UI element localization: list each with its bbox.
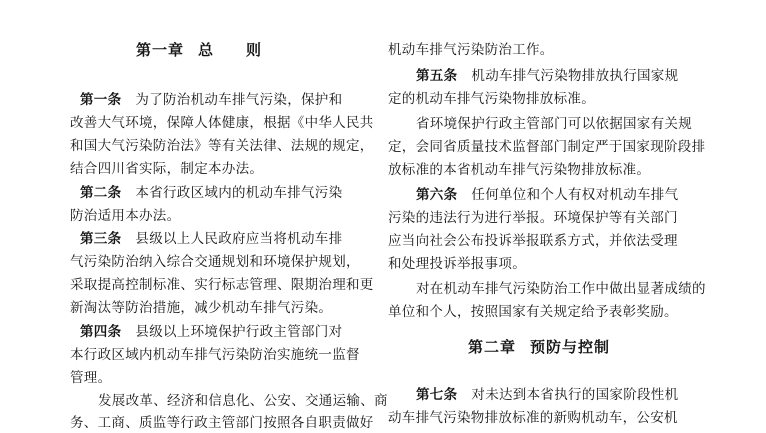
article-6-line-1: 第六条 任何单位和个人有权对机动车排气 <box>416 187 679 203</box>
article-5-para-2-line-2: 定，会同省质量技术监督部门制定严于国家现阶段排 <box>388 139 706 155</box>
chapter-1-heading <box>136 40 262 60</box>
article-2-line-1: 第二条 本省行政区域内的机动车排气污染 <box>80 185 343 201</box>
article-5-para-2-line-1: 省环境保护行政主管部门可以依据国家有关规 <box>416 116 692 132</box>
article-5-line-2: 定的机动车排气污染物排放标准。 <box>388 91 595 107</box>
chapter-1-name: 总 则 <box>198 41 263 59</box>
article-1-line-3: 和国大气污染防治法》等有关法律、法规的规定， <box>70 138 374 154</box>
chapter-2-name: 预防与控制 <box>530 338 611 356</box>
article-6-label: 第六条 <box>416 187 458 203</box>
article-5-label: 第五条 <box>416 68 458 84</box>
article-1-line-2: 改善大气环境，保障人体健康，根据《中华人民共 <box>70 115 374 131</box>
article-1-line-4: 结合四川省实际，制定本办法。 <box>70 161 264 177</box>
article-6-para-2-line-1: 对在机动车排气污染防治工作中做出显著成绩的 <box>416 281 706 297</box>
chapter-2-number: 第二章 <box>468 338 517 356</box>
article-4-para-2-line-2: 务、工商、质监等行政主管部门按照各自职责做好 <box>70 415 374 431</box>
article-3-line-1: 第三条 县级以上人民政府应当将机动车排 <box>80 231 343 247</box>
article-7-line-2: 动车排气污染物排放标准的新购机动车，公安机 <box>388 410 678 426</box>
chapter-2-heading <box>468 337 610 357</box>
article-6-line-4: 和处理投诉举报事项。 <box>388 256 526 272</box>
article-3-line-4: 新淘汰等防治措施，减少机动车排气污染。 <box>70 300 333 316</box>
article-6-line-3: 应当向社会公布投诉举报联系方式，并依法受理 <box>388 233 678 249</box>
article-4-label: 第四条 <box>80 324 122 340</box>
article-5-line-1: 第五条 机动车排气污染物排放执行国家规 <box>416 68 679 84</box>
article-3-line-3: 采取提高控制标准、实行标志管理、限期治理和更 <box>70 277 374 293</box>
article-1-line-1: 第一条 为了防治机动车排气污染，保护和 <box>80 92 343 108</box>
article-3-line-2: 气污染防治纳入综合交通规划和环境保护规划， <box>70 254 360 270</box>
article-6-line-2: 污染的违法行为进行举报。环境保护等有关部门 <box>388 210 678 226</box>
article-3-label: 第三条 <box>80 231 122 247</box>
article-7-line-1: 第七条 对未达到本省执行的国家阶段性机 <box>416 387 679 403</box>
article-4-para-2-line-1: 发展改革、经济和信息化、公安、交通运输、商 <box>98 393 388 409</box>
article-5-para-2-line-3: 放标准的本省机动车排气污染物排放标准。 <box>388 162 651 178</box>
chapter-1-number: 第一章 <box>136 41 185 59</box>
right-line-continuation: 机动车排气污染防治工作。 <box>388 42 554 58</box>
article-1-label: 第一条 <box>80 92 122 108</box>
article-2-label: 第二条 <box>80 185 122 201</box>
article-2-line-2: 防治适用本办法。 <box>70 208 181 224</box>
article-4-line-1: 第四条 县级以上环境保护行政主管部门对 <box>80 324 343 340</box>
article-4-line-3: 管理。 <box>70 370 112 386</box>
article-4-line-2: 本行政区域内机动车排气污染防治实施统一监督 <box>70 347 360 363</box>
article-6-para-2-line-2: 单位和个人，按照国家有关规定给予表彰奖励。 <box>388 304 678 320</box>
article-7-label: 第七条 <box>416 387 458 403</box>
